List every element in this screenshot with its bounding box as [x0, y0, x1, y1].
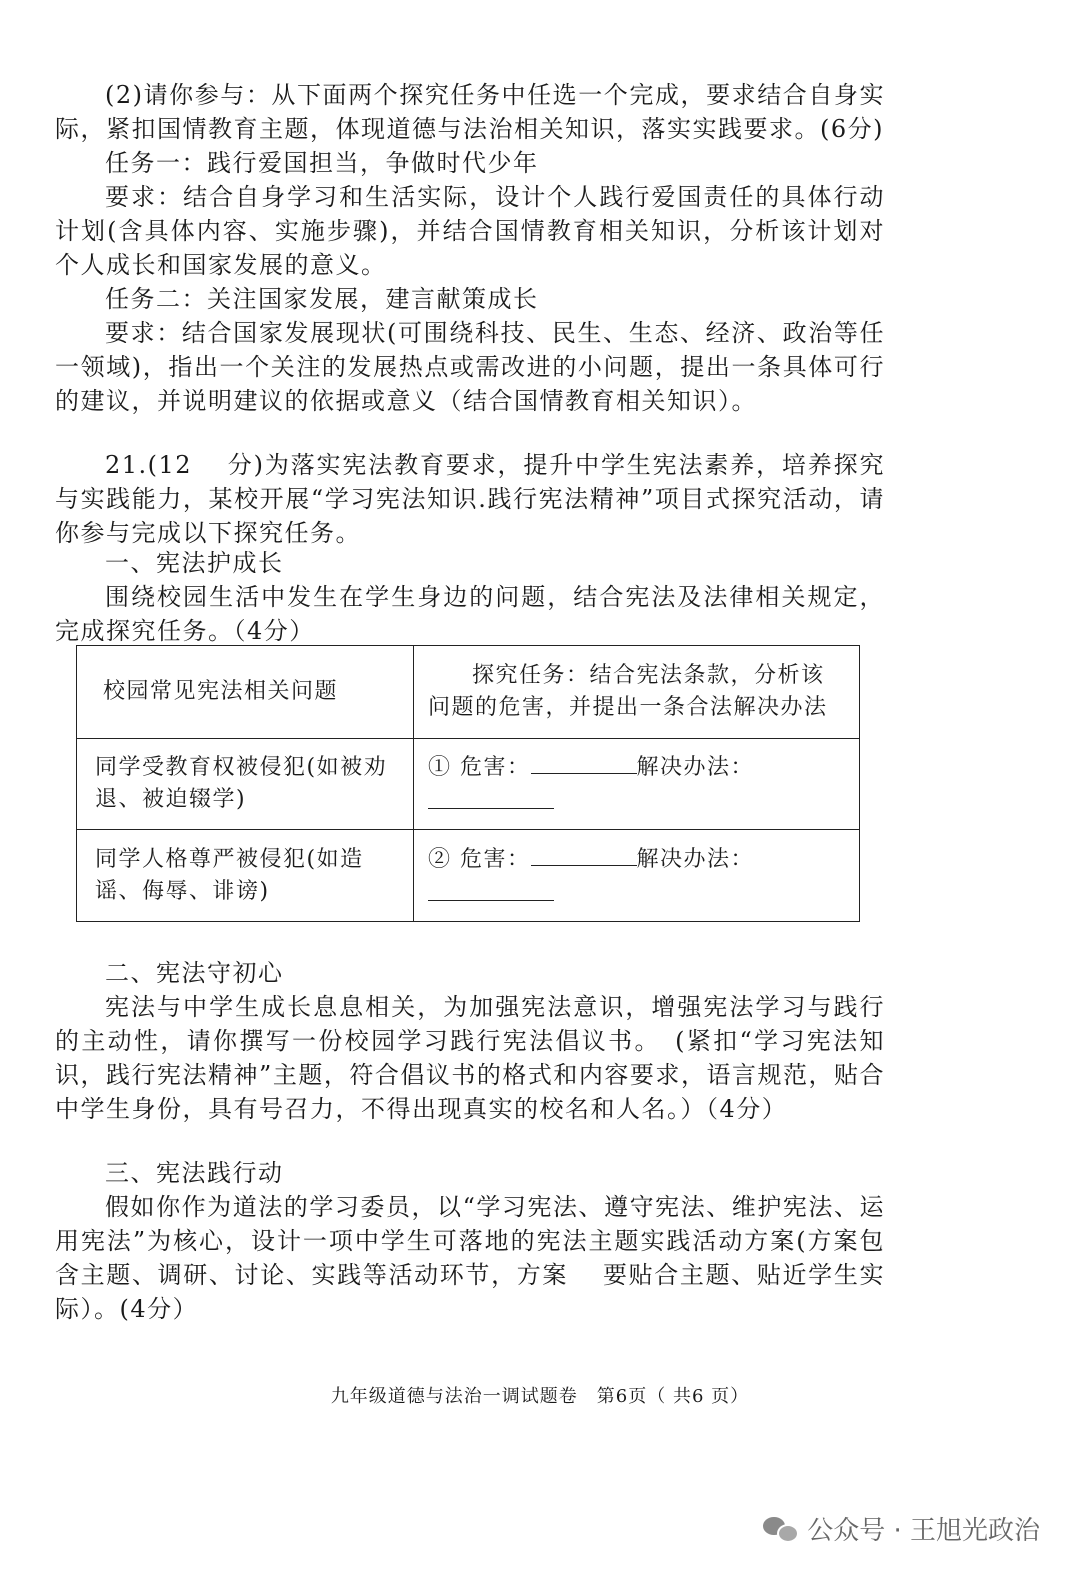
section1-text: 围绕校园生活中发生在学生身边的问题，结合宪法及法律相关规定，完成探究任务。（4分） [55, 583, 885, 645]
table-header-row [77, 646, 860, 739]
table-row [77, 830, 860, 922]
section2-title: 二、宪法守初心 [105, 959, 284, 987]
section2-text: 宪法与中学生成长息息相关，为加强宪法意识，增强宪法学习与践行的主动性，请你撰写一份校园学习践行宪法倡议书。 (紧扣“学习宪法知识，践行宪法精神”主题，符合倡议书的格式和内容要求，语言规范，贴合中学生身份，具有号召力，不得出现真实的校名和人名。）（4分） [55, 993, 885, 1123]
task2-requirement: 要求：结合国家发展现状(可围绕科技、民生、生态、经济、政治等任一领域)，指出一个关注的发展热点或需改进的小问题，提出一条具体可行的建议，并说明建议的依据或意义（结合国情教育相关知识）。 [55, 319, 885, 415]
row2-num: ② [428, 846, 452, 872]
task1-title: 任务一：践行爱国担当，争做时代少年 [105, 149, 539, 177]
row1-issue: 同学受教育权被侵犯(如被劝退、被迫辍学) [77, 739, 414, 830]
header-col1: 校园常见宪法相关问题 [77, 646, 414, 739]
row2-answer [414, 830, 860, 922]
watermark-text: 公众号 · 王旭光政治 [807, 1515, 1040, 1546]
row1-solution-blank[interactable] [428, 784, 554, 809]
row2-harm-blank[interactable] [531, 841, 637, 866]
section3-text: 假如你作为道法的学习委员，以“学习宪法、遵守宪法、维护宪法、运用宪法”为核心，设计一项中学生可落地的宪法主题实践活动方案(方案包含主题、调研、讨论、实践等活动环节，方案 要贴合主题、贴近学生实际）。(4分） [55, 1193, 885, 1323]
row2-solution-blank[interactable] [428, 876, 554, 901]
task2-title: 任务二：关注国家发展，建言献策成长 [105, 285, 539, 313]
task1-requirement: 要求：结合自身学习和生活实际，设计个人践行爱国责任的具体行动计划(含具体内容、实施步骤)，并结合国情教育相关知识，分析该计划对个人成长和国家发展的意义。 [55, 183, 885, 279]
row1-harm-blank[interactable] [531, 749, 637, 774]
header-col2: 探究任务：结合宪法条款，分析该问题的危害，并提出一条合法解决办法 [414, 646, 860, 739]
row1-answer [414, 739, 860, 830]
q20-part2-intro: (2)请你参与：从下面两个探究任务中任选一个完成，要求结合自身实际，紧扣国情教育主题，体现道德与法治相关知识，落实实践要求。(6分) [55, 81, 885, 143]
watermark [763, 1508, 1040, 1548]
row2-harm-label: 危害： [460, 846, 531, 872]
row2-issue: 同学人格尊严被侵犯(如造谣、侮辱、诽谤) [77, 830, 414, 922]
table-row [77, 739, 860, 830]
section1-title: 一、宪法护成长 [105, 549, 284, 577]
row1-solution-label: 解决办法： [636, 755, 755, 780]
row1-harm-label: 危害： [460, 755, 531, 780]
wechat-icon [763, 1515, 797, 1541]
row2-solution-label: 解决办法： [636, 846, 755, 872]
page-footer: 九年级道德与法治一调试题卷 第6页（ 共6 页） [330, 1386, 750, 1407]
section3-title: 三、宪法践行动 [105, 1159, 284, 1187]
inquiry-table [76, 645, 860, 922]
q21-intro: 21.(12 分)为落实宪法教育要求，提升中学生宪法素养，培养探究与实践能力，某校开展“学习宪法知识.践行宪法精神”项目式探究活动，请你参与完成以下探究任务。 [55, 451, 885, 547]
row1-num: ① [428, 755, 452, 780]
